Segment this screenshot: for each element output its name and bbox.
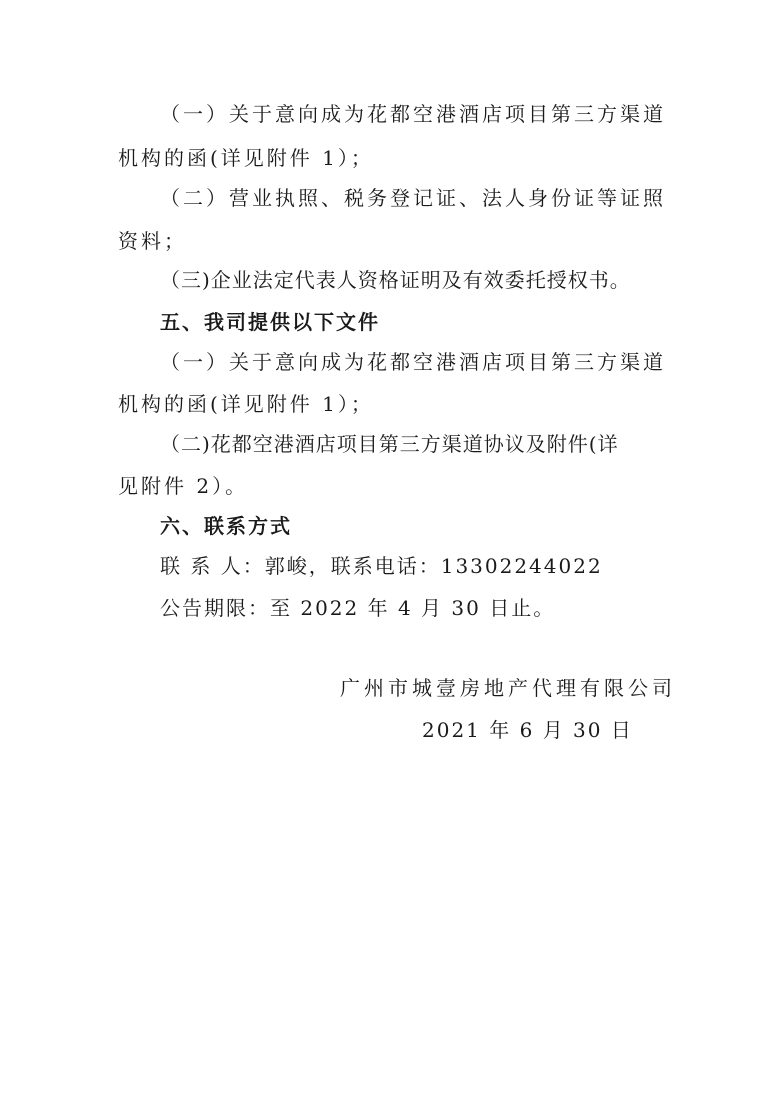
signature-date: 2021 年 6 月 30 日 [422, 718, 633, 742]
paragraph-line: 资料； [118, 229, 187, 253]
signature-company: 广州市城壹房地产代理有限公司 [340, 676, 676, 700]
paragraph-line: （一）关于意向成为花都空港酒店项目第三方渠道 [160, 102, 666, 126]
paragraph-line: 机构的函(详见附件 1）； [118, 146, 374, 170]
paragraph-line: 机构的函(详见附件 1）； [118, 392, 374, 416]
section-heading-5: 五、我司提供以下文件 [160, 310, 380, 334]
paragraph-line: （一）关于意向成为花都空港酒店项目第三方渠道 [160, 350, 666, 374]
paragraph-line: （三)企业法定代表人资格证明及有效委托授权书。 [160, 268, 631, 292]
section-heading-6: 六、联系方式 [160, 514, 292, 538]
paragraph-line: （二）营业执照、税务登记证、法人身份证等证照 [160, 186, 666, 210]
notice-period-line: 公告期限：至 2022 年 4 月 30 日止。 [160, 596, 556, 620]
contact-line: 联 系 人：郭峻，联系电话：13302244022 [160, 554, 603, 578]
paragraph-line: （二)花都空港酒店项目第三方渠道协议及附件(详 [160, 432, 619, 456]
paragraph-line: 见附件 2）。 [118, 474, 249, 498]
